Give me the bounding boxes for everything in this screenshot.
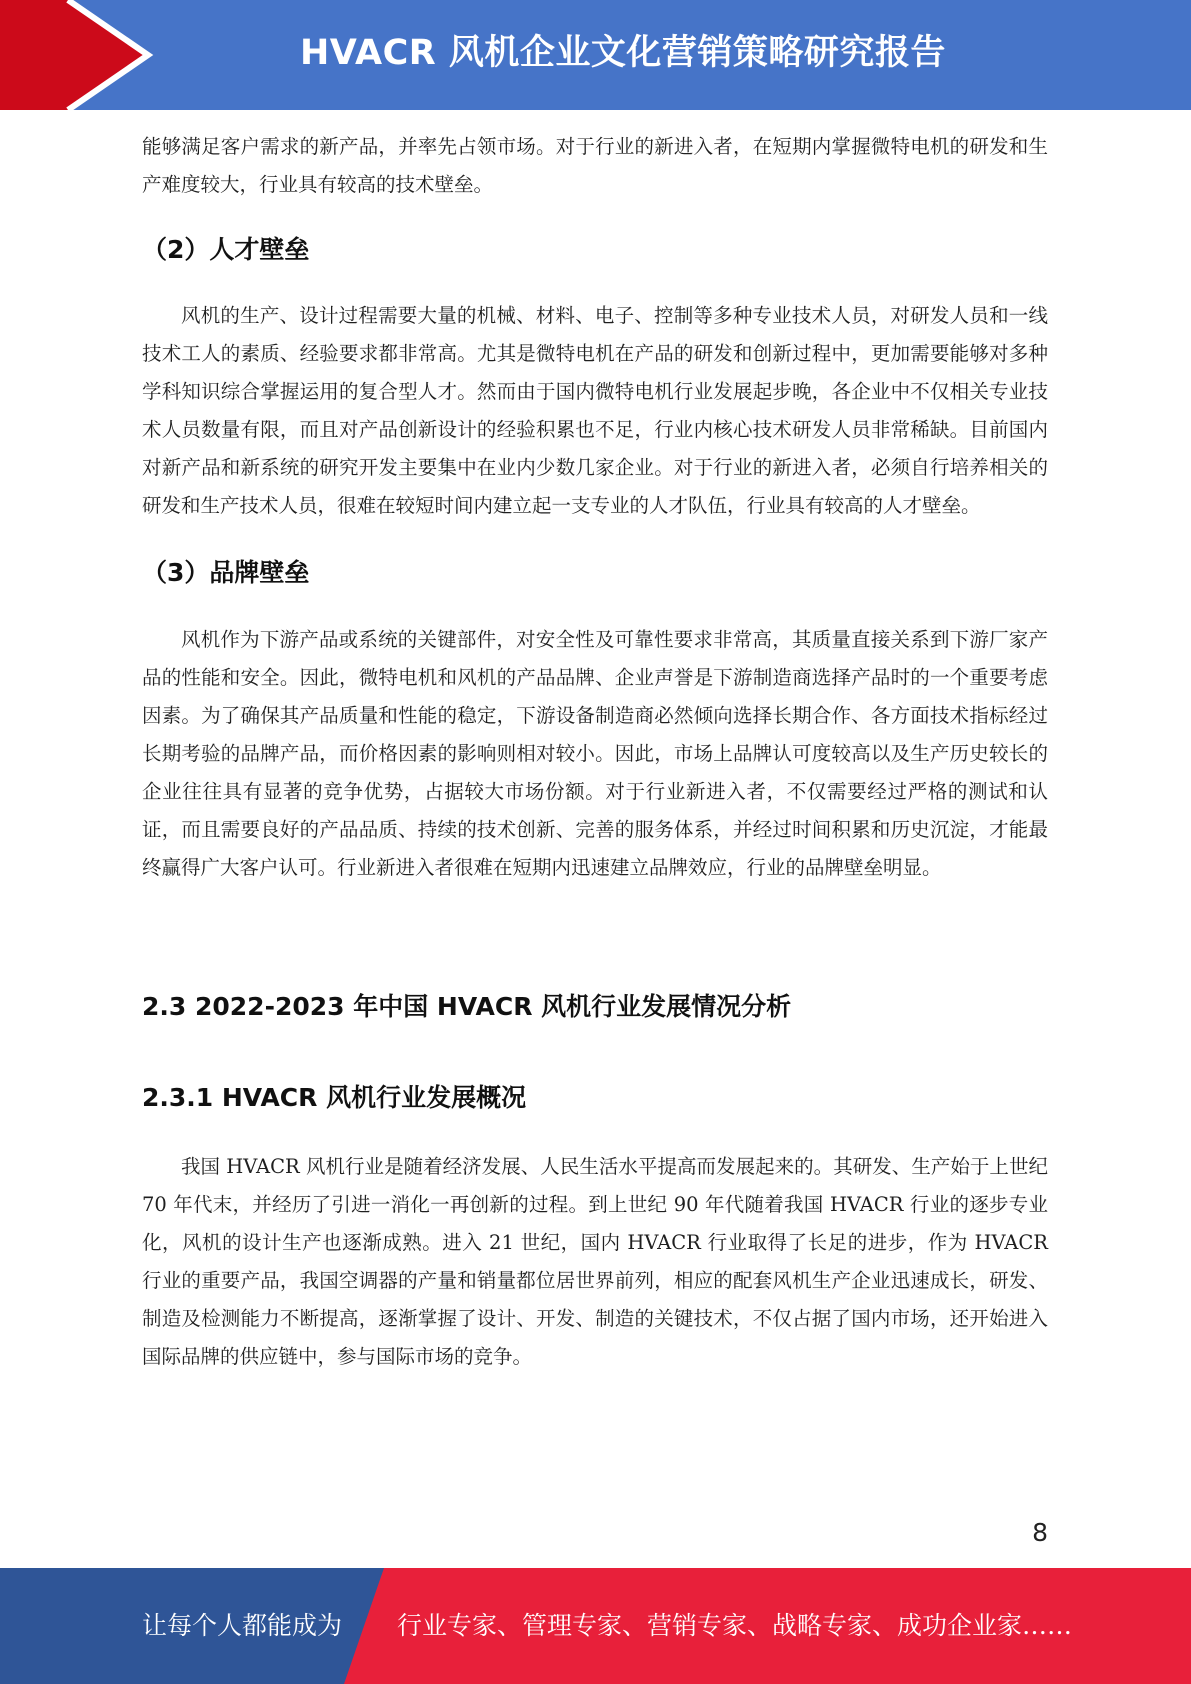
document-body [142, 128, 1048, 1376]
page-header [0, 0, 1191, 110]
paragraph-tech-barrier-end: 能够满足客户需求的新产品，并率先占领市场。对于行业的新进入者，在短期内掌握微特电机的研发和生产难度较大，行业具有较高的技术壁垒。 [142, 135, 1048, 196]
paragraph-talent-barrier: 风机的生产、设计过程需要大量的机械、材料、电子、控制等多种专业技术人员，对研发人员和一线技术工人的素质、经验要求都非常高。尤其是微特电机在产品的研发和创新过程中，更加需要能够对多种学科知识综合掌握运用的复合型人才。然而由于国内微特电机行业发展起步晚，各企业中不仅相关专业技术人员数量有限，而且对产品创新设计的经验积累也不足，行业内核心技术研发人员非常稀缺。目前国内对新产品和新系统的研究开发主要集中在业内少数几家企业。对于行业的新进入者，必须自行培养相关的研发和生产技术人员，很难在较短时间内建立起一支专业的人才队伍，行业具有较高的人才壁垒。 [142, 304, 1048, 517]
paragraph-brand-barrier: 风机作为下游产品或系统的关键部件，对安全性及可靠性要求非常高，其质量直接关系到下游厂家产品的性能和安全。因此，微特电机和风机的产品品牌、企业声誉是下游制造商选择产品时的一个重要考虑因素。为了确保其产品质量和性能的稳定，下游设备制造商必然倾向选择长期合作、各方面技术指标经过长期考验的品牌产品，而价格因素的影响则相对较小。因此，市场上品牌认可度较高以及生产历史较长的企业往往具有显著的竞争优势，占据较大市场份额。对于行业新进入者，不仅需要经过严格的测试和认证，而且需要良好的产品品质、持续的技术创新、完善的服务体系，并经过时间积累和历史沉淀，才能最终赢得广大客户认可。行业新进入者很难在短期内迅速建立品牌效应，行业的品牌壁垒明显。 [142, 628, 1048, 879]
heading-talent-barrier: （2）人才壁垒 [142, 235, 310, 264]
footer-slogan-right: 行业专家、管理专家、营销专家、战略专家、成功企业家…… [397, 1611, 1073, 1640]
subsection-heading-2-3-1: 2.3.1 HVACR 风机行业发展概况 [142, 1083, 527, 1112]
report-title: HVACR 风机企业文化营销策略研究报告 [300, 33, 946, 73]
section-heading-2-3: 2.3 2022-2023 年中国 HVACR 风机行业发展情况分析 [142, 992, 792, 1021]
heading-brand-barrier: （3）品牌壁垒 [142, 558, 310, 587]
header-arrow-logo [0, 0, 160, 110]
page-footer [0, 1568, 1191, 1684]
paragraph-industry-overview: 我国 HVACR 风机行业是随着经济发展、人民生活水平提高而发展起来的。其研发、生产始于上世纪 70 年代末，并经历了引进一消化一再创新的过程。到上世纪 90 年代随着我国 HVACR 行业的逐步专业化，风机的设计生产也逐渐成熟。进入 21 世纪，国内 HVACR 行业取得了长足的进步，作为 HVACR 行业的重要产品，我国空调器的产量和销量都位居世界前列，相应的配套风机生产企业迅速成长，研发、制造及检测能力不断提高，逐渐掌握了设计、开发、制造的关键技术，不仅占据了国内市场，还开始进入国际品牌的供应链中，参与国际市场的竞争。 [142, 1155, 1048, 1368]
footer-slogan-left: 让每个人都能成为 [142, 1611, 343, 1640]
page-number: 8 [1032, 1518, 1048, 1547]
